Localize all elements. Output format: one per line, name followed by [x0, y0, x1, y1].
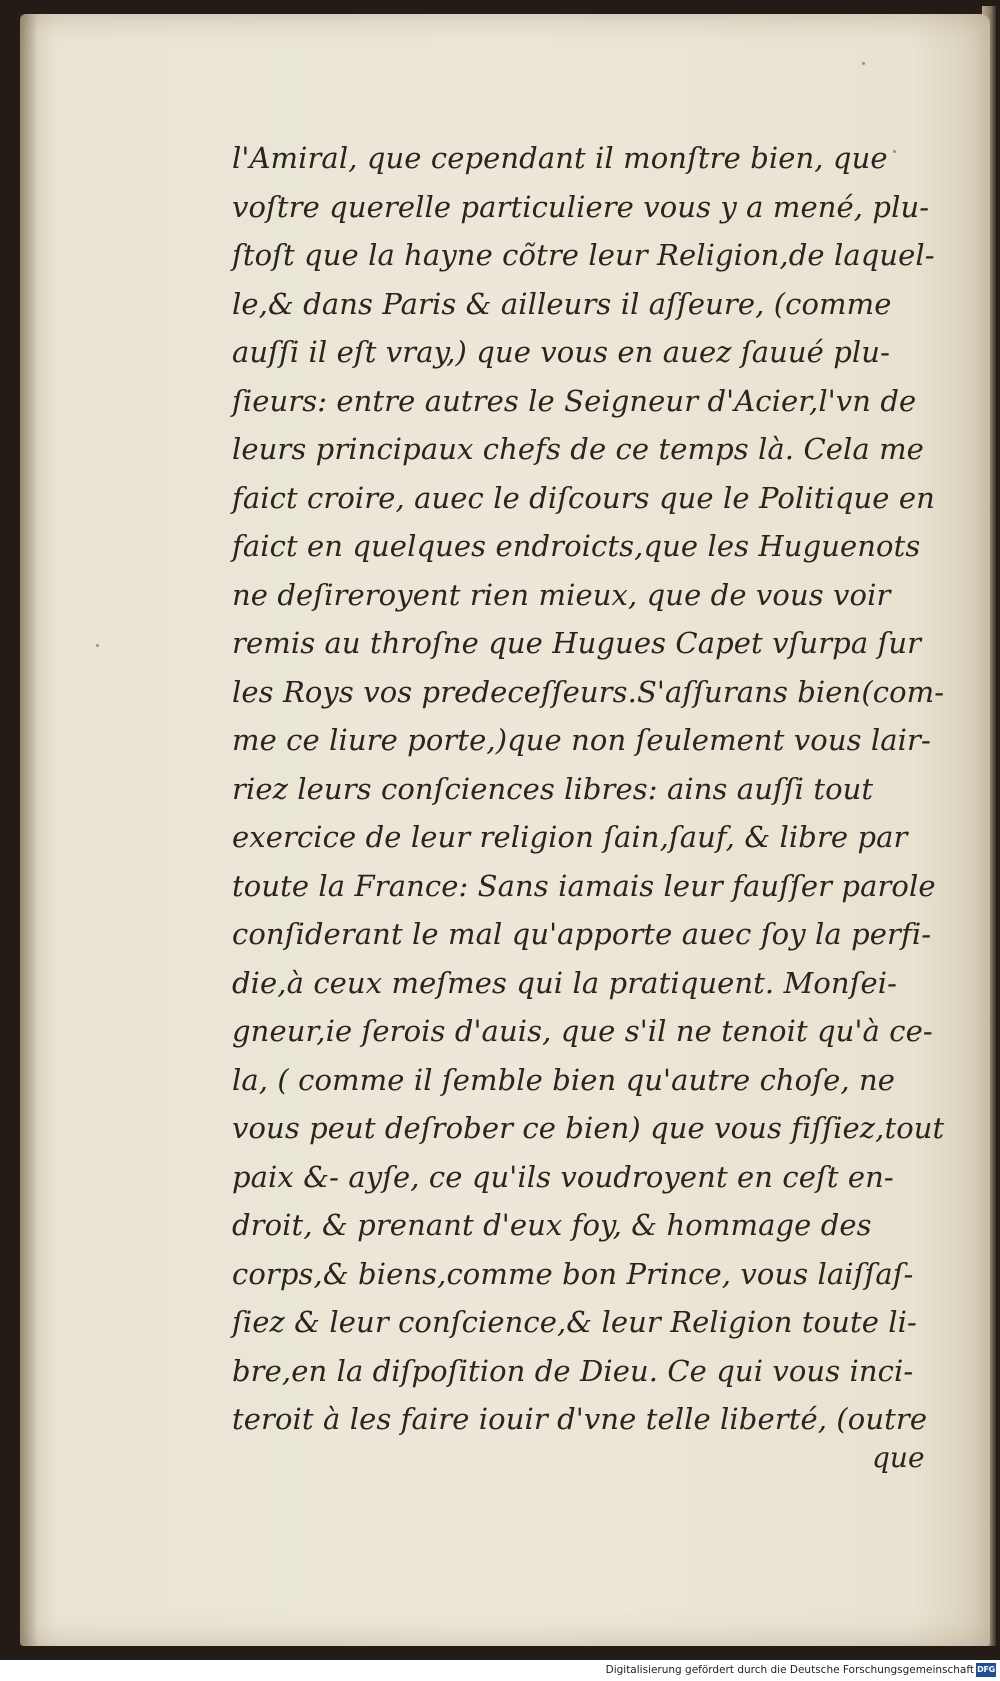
- text-line: les Roys vos predeceſſeurs.S'aſſurans bien(com-: [232, 674, 945, 709]
- text-line: riez leurs conſciences libres: ains auſſi tout: [232, 771, 874, 806]
- text-line: faict en quelques endroicts,que les Huguenots: [232, 529, 921, 563]
- text-line: voſtre querelle particuliere vous y a mené, plu-: [232, 189, 930, 224]
- ink-speck: [96, 644, 99, 647]
- ink-speck: [862, 62, 865, 65]
- text-line: vous peut deſrober ce bien) que vous fiſſiez,tout: [232, 1111, 945, 1145]
- text-line: droit, & prenant d'eux foy, & hommage des: [232, 1208, 872, 1242]
- footer-bar: [0, 1660, 1000, 1681]
- text-line: me ce liure porte,)que non ſeulement vous lair-: [232, 723, 931, 757]
- text-line: remis au throſne que Hugues Capet vſurpa ſur: [232, 626, 922, 660]
- page-text: [232, 134, 945, 1444]
- text-line: ſtoſt que la hayne cõtre leur Religion,de laquel-: [232, 238, 935, 272]
- text-line: auſſi il eſt vray,) que vous en auez ſauué plu-: [232, 335, 890, 369]
- catchword: que: [872, 1441, 925, 1474]
- text-line: faict croire, auec le diſcours que le Politique en: [232, 480, 935, 515]
- text-line: die,à ceux meſmes qui la pratiquent. Monſei-: [232, 965, 898, 1000]
- page-gutter-shadow: [20, 14, 38, 1646]
- text-line: bre,en la diſpoſition de Dieu. Ce qui vous inci-: [232, 1353, 914, 1388]
- funding-notice: Digitalisierung gefördert durch die Deutsche Forschungsgemeinschaft: [605, 1664, 974, 1676]
- text-line: toute la France: Sans iamais leur fauſſer parole: [232, 868, 936, 903]
- text-line: teroit à les faire iouir d'vne telle liberté, (outre: [232, 1402, 928, 1436]
- text-line: le,& dans Paris & ailleurs il aſſeure, (comme: [232, 286, 892, 321]
- text-line: leurs principaux chefs de ce temps là. Cela me: [232, 432, 924, 466]
- text-line: corps,& biens,comme bon Prince, vous laiſſaſ-: [232, 1256, 914, 1291]
- text-line: ne deſireroyent rien mieux, que de vous voir: [232, 577, 891, 612]
- text-line: gneur,ie ſerois d'auis, que s'il ne tenoit qu'à ce-: [232, 1014, 933, 1048]
- dfg-logo-icon: DFG: [976, 1663, 996, 1677]
- text-line: exercice de leur religion ſain,ſauf, & libre par: [232, 820, 908, 854]
- text-line: la, ( comme il ſemble bien qu'autre choſe, ne: [232, 1062, 896, 1097]
- text-line: paix &- ayſe, ce qu'ils voudroyent en ceſt en-: [232, 1159, 894, 1194]
- text-line: ſieurs: entre autres le Seigneur d'Acier,l'vn de: [232, 383, 917, 418]
- text-line: ſiez & leur conſcience,& leur Religion toute li-: [232, 1305, 917, 1339]
- text-line: conſiderant le mal qu'apporte auec ſoy la perfi-: [232, 917, 932, 951]
- text-line: l'Amiral, que cependant il monſtre bien, que: [232, 141, 888, 175]
